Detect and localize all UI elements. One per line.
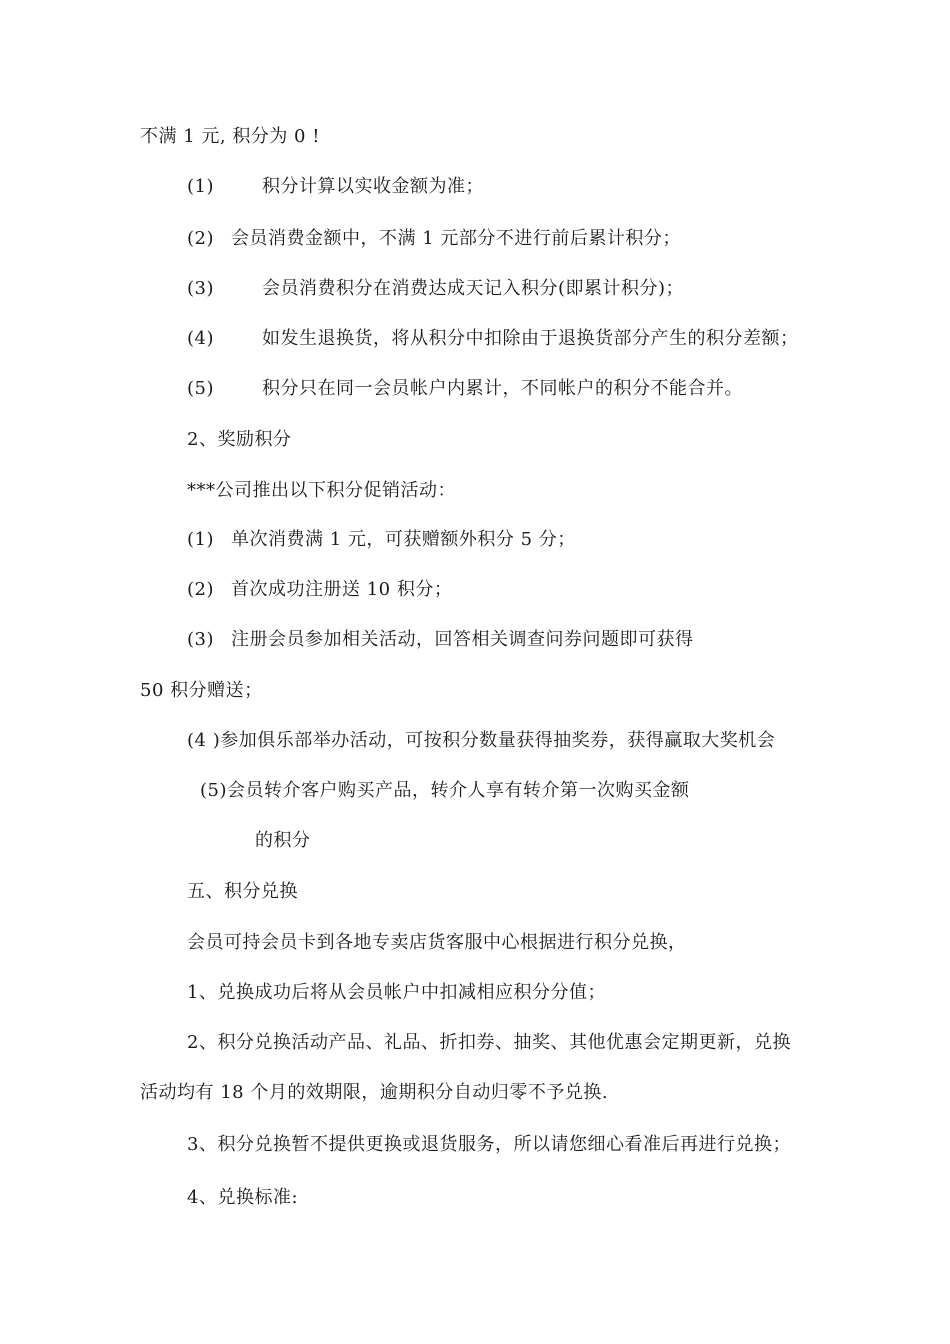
rule-item-5 xyxy=(187,377,743,401)
promo-text: 单次消费满 1 元，可获赠额外积分 5 分； xyxy=(231,529,576,550)
exchange-rule-1: 1、兑换成功后将从会员帐户中扣减相应积分分值； xyxy=(187,982,606,1003)
rule-number: (5) xyxy=(187,378,214,399)
rule-item-1 xyxy=(187,175,484,199)
promo-3-continuation: 50 积分赠送； xyxy=(140,680,263,701)
rule-number: (4) xyxy=(187,328,214,349)
section-five-heading: 五、积分兑换 xyxy=(187,881,298,902)
promo-item-3 xyxy=(187,628,694,652)
rule-text: 会员消费金额中，不满 1 元部分不进行前后累计积分； xyxy=(231,228,681,249)
intro-line: 不满 1 元, 积分为 0 ! xyxy=(140,126,320,147)
rule-number: (1) xyxy=(187,176,214,197)
promo-item-1 xyxy=(187,528,576,552)
promo-text: 首次成功注册送 10 积分； xyxy=(231,579,453,600)
rule-item-3 xyxy=(187,277,684,301)
promo-number: (3) xyxy=(187,629,214,650)
exchange-rule-4: 4、兑换标准: xyxy=(187,1187,299,1208)
exchange-rule-2: 2、积分兑换活动产品、礼品、折扣券、抽奖、其他优惠会定期更新，兑换 xyxy=(187,1032,791,1053)
promo-5-continuation: 的积分 xyxy=(255,830,311,851)
rule-text: 积分计算以实收金额为准； xyxy=(262,176,484,197)
exchange-intro: 会员可持会员卡到各地专卖店货客服中心根据进行积分兑换， xyxy=(187,932,687,953)
rule-item-4 xyxy=(187,327,799,351)
rule-text: 会员消费积分在消费达成天记入积分(即累计积分)； xyxy=(262,278,685,299)
exchange-rule-2-continuation: 活动均有 18 个月的效期限，逾期积分自动归零不予兑换. xyxy=(140,1082,609,1103)
reward-heading: 2、奖励积分 xyxy=(187,429,292,450)
promo-intro: ***公司推出以下积分促销活动： xyxy=(187,480,456,501)
rule-number: (2) xyxy=(187,228,214,249)
exchange-rule-3: 3、积分兑换暂不提供更换或退货服务，所以请您细心看准后再进行兑换； xyxy=(187,1134,791,1155)
promo-text: 注册会员参加相关活动，回答相关调查问券问题即可获得 xyxy=(231,629,694,650)
rule-text: 如发生退换货，将从积分中扣除由于退换货部分产生的积分差额； xyxy=(262,328,799,349)
rule-text: 积分只在同一会员帐户内累计，不同帐户的积分不能合并。 xyxy=(262,378,743,399)
rule-number: (3) xyxy=(187,278,214,299)
promo-number: (2) xyxy=(187,579,214,600)
promo-item-4: (4 )参加俱乐部举办活动，可按积分数量获得抽奖券，获得赢取大奖机会 xyxy=(187,730,776,751)
promo-number: (1) xyxy=(187,529,214,550)
promo-item-2 xyxy=(187,578,452,602)
promo-item-5: (5)会员转介客户购买产品，转介人享有转介第一次购买金额 xyxy=(200,780,690,801)
rule-item-2 xyxy=(187,227,681,251)
